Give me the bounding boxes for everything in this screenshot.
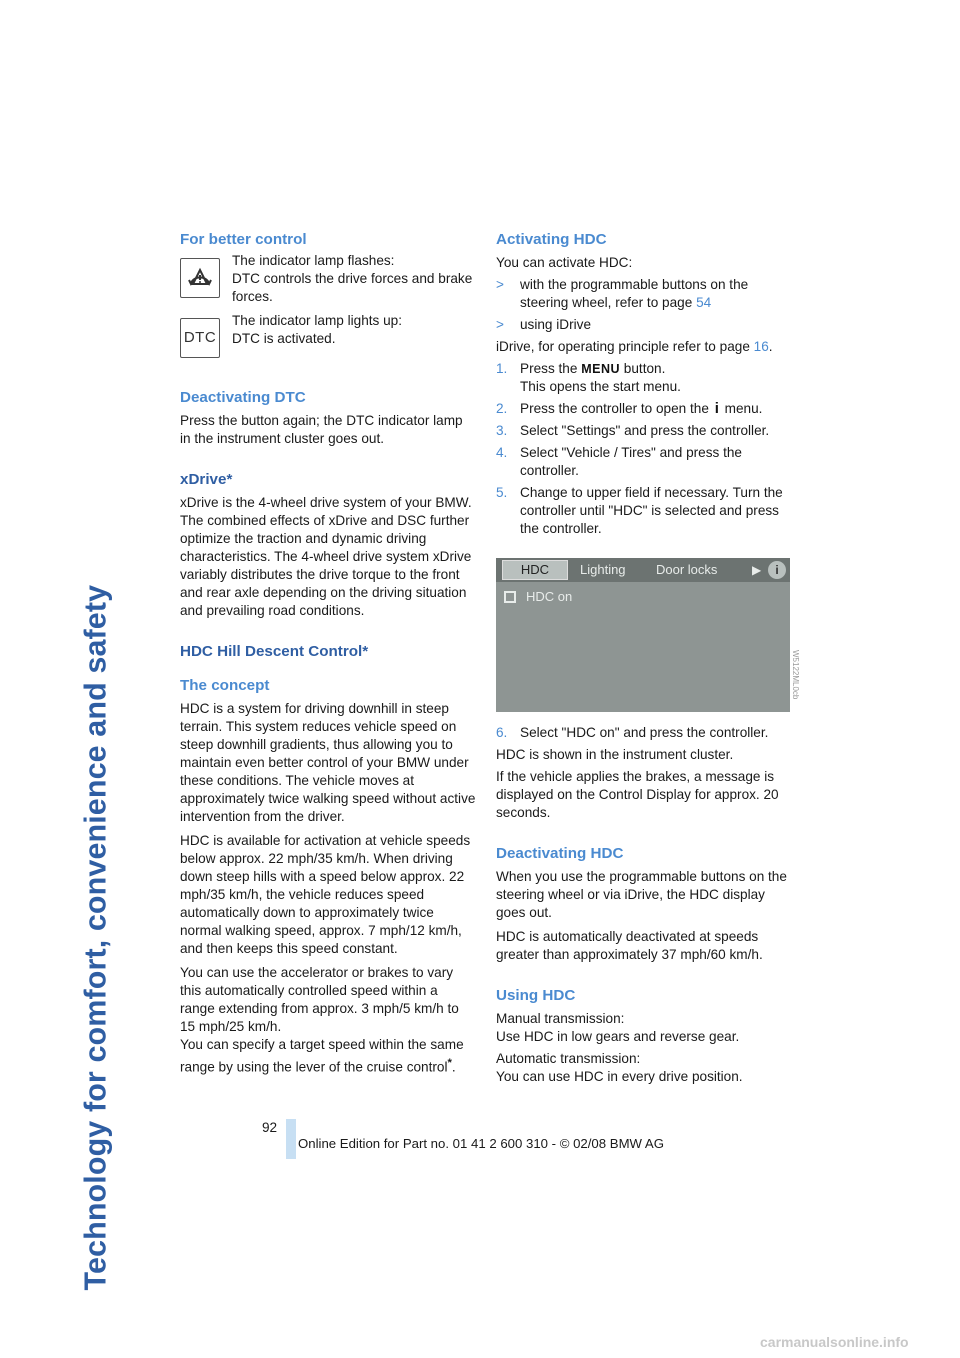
step-6-text: Select "HDC on" and press the controller. [520,725,769,740]
lamp-text-flashing [232,252,476,306]
step-5-text: Change to upper field if necessary. Turn the controller until "HDC" is selected and press the controller. [520,485,783,536]
step-4-num: 4. [496,445,508,460]
deactivating-hdc-p1: When you use the programmable buttons on the steering wheel or via iDrive, the HDC display goes out. [496,869,787,920]
dtc-icon-label: DTC [183,329,217,346]
bullet-programmable [496,276,792,312]
step-1-text [520,360,681,396]
info-circle-icon[interactable]: i [768,561,786,579]
step-1 [496,360,792,396]
step-4-text: Select "Vehicle / Tires" and press the controller. [520,445,742,478]
triangle-arrows-icon [185,263,215,293]
heading-deactivating-dtc: Deactivating DTC [180,389,306,406]
heading-hdc: HDC Hill Descent Control* [180,643,369,660]
bullet-idrive [496,316,792,334]
lamp1-line2: DTC controls the drive forces and brake forces. [232,271,473,304]
control-display-screenshot [496,558,790,712]
heading-activating-hdc: Activating HDC [496,231,607,248]
heading-deactivating-hdc: Deactivating HDC [496,845,624,862]
concept-p1: HDC is a system for driving downhill in steep terrain. This system reduces vehicle speed on steep downhill gradients, thus allowing you to maintain even better control of your BMW under these conditions. The vehicle moves at approximately twice walking speed without active intervention from the driver. [180,701,476,824]
step-1-num: 1. [496,361,508,376]
manual-text: Use HDC in low gears and reverse gear. [496,1029,740,1044]
auto-label: Automatic transmission: [496,1051,641,1066]
left-column [180,230,476,1077]
step-2-b: menu. [720,401,763,416]
dtc-warning-lamp-icon [180,258,220,298]
step-6-num: 6. [496,725,508,740]
step-2-num: 2. [496,401,508,416]
step-3-num: 3. [496,423,508,438]
concept-p4-end: . [451,1059,456,1075]
bullet-mark: > [496,277,504,292]
xdrive-text: xDrive is the 4-wheel drive system of your BMW. The combined effects of xDrive and DSC further optimize the traction and dynamic driving characteristics. The 4-wheel drive system xDrive variably distributes the drive torque to the front and rear axle depending on the driving situation and prevailing road conditions. [180,495,472,618]
side-chapter-title-text: Technology for comfort, convenience and safety [78,584,113,1291]
menu-button-icon: MENU [581,362,621,376]
step-1-b: button. [620,361,666,376]
footer-bar [286,1119,296,1159]
arrow-right-icon[interactable]: ▶ [752,563,762,577]
right-column [496,230,792,1086]
step-5 [496,484,792,538]
heading-using-hdc: Using HDC [496,987,576,1004]
lamp1-line1: The indicator lamp flashes: [232,253,395,268]
heading-xdrive: xDrive* [180,471,233,488]
heading-concept: The concept [180,677,270,694]
idrive-ref-text: iDrive, for operating principle refer to page [496,339,754,354]
deactivating-hdc-p2: HDC is automatically deactivated at speeds greater than approximately 37 mph/60 km/h. [496,929,763,962]
dtc-lamp-icon [180,318,220,358]
step-3-text: Select "Settings" and press the controller. [520,423,770,438]
step-2-text [520,400,762,418]
lamp2-line2: DTC is activated. [232,331,336,346]
activating-intro: You can activate HDC: [496,255,633,270]
optional-star: * [447,1057,452,1069]
bullet1-text: with the programmable buttons on the steering wheel, refer to page [520,277,749,310]
tab-lighting[interactable]: Lighting [580,562,626,577]
tab-hdc[interactable]: HDC [502,560,568,580]
after-text-2: If the vehicle applies the brakes, a message is displayed on the Control Display for approx. 20 seconds. [496,769,779,820]
page-54-link[interactable]: 54 [696,295,712,310]
lamp-row-lit [180,312,476,358]
step-5-num: 5. [496,485,508,500]
bullet2-text: using iDrive [520,317,592,332]
lamp2-line1: The indicator lamp lights up: [232,313,403,328]
step-1-a: Press the [520,361,582,376]
after-text-1: HDC is shown in the instrument cluster. [496,747,734,762]
screenshot-code-text: W5122ML0cb [791,650,800,700]
concept-p4-text: You can specify a target speed within the same range by using the lever of the cruise control [180,1037,464,1075]
concept-p2: HDC is available for activation at vehicle speeds below approx. 22 mph/35 km/h. When driving down steep hills with a speed below approx. 22 mph/35 km/h, the vehicle reduces speed automatically down to approximately twice normal walking speed, approx. 7 mph/12 km/h, and then keeps this speed constant. [180,833,471,956]
hdc-on-option[interactable] [504,588,572,606]
bullet-programmable-text [520,276,792,312]
page-16-link[interactable]: 16 [753,339,769,354]
checkbox-icon[interactable] [504,591,516,603]
step-3 [496,422,792,440]
auto-text: You can use HDC in every drive position. [496,1069,743,1084]
watermark-text: carmanualsonline.info [760,1334,909,1350]
step-6 [496,724,792,742]
idrive-ref [496,338,792,356]
lamp-row-flashing [180,252,476,306]
step-4 [496,444,792,480]
lamp-text-lit [232,312,476,348]
step-2-a: Press the controller to open the [520,401,713,416]
bullet-mark: > [496,317,504,332]
hdc-on-label: HDC on [526,589,573,604]
concept-p4 [180,1036,476,1077]
info-icon: i [714,400,719,417]
tab-door-locks[interactable]: Door locks [656,562,718,577]
footer-edition-text: Online Edition for Part no. 01 41 2 600 310 - © 02/08 BMW AG [298,1136,664,1151]
heading-better-control: For better control [180,231,307,248]
idrive-ref-end: . [768,339,773,354]
deactivating-dtc-text: Press the button again; the DTC indicator lamp in the instrument cluster goes out. [180,413,463,446]
concept-p3: You can use the accelerator or brakes to vary this automatically controlled speed within a range extending from approx. 3 mph/5 km/h to 15 mph/25 km/h. [180,965,459,1034]
step-2 [496,400,792,418]
page-number: 92 [262,1120,278,1135]
manual-label: Manual transmission: [496,1011,625,1026]
step-1-c: This opens the start menu. [520,379,681,394]
